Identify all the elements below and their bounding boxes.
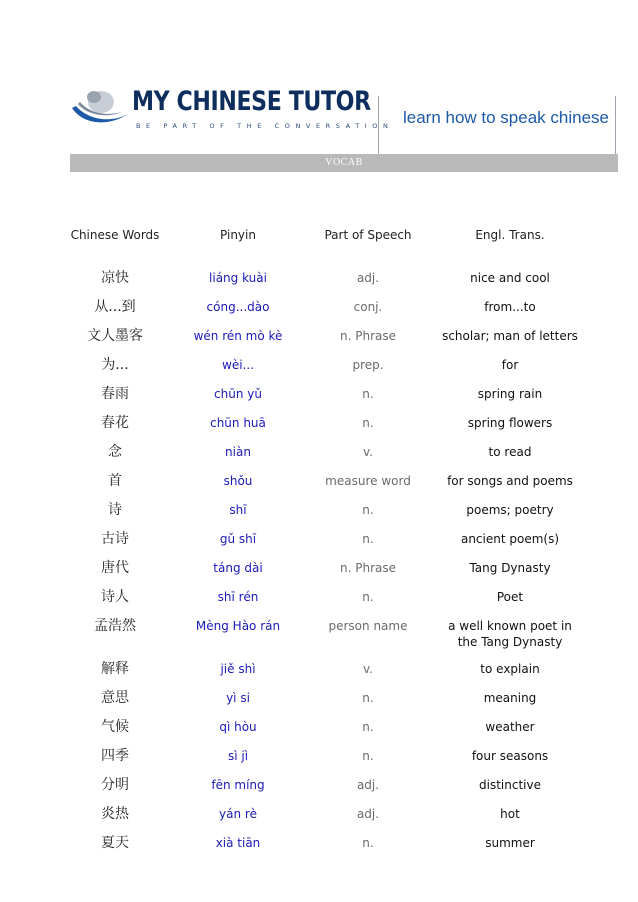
chinese-word: 诗人 xyxy=(101,589,129,605)
section-label: VOCAB xyxy=(325,157,363,168)
english-translation: ancient poem(s) xyxy=(460,532,560,546)
english-translation: distinctive xyxy=(479,778,541,792)
part-of-speech: n. xyxy=(362,503,374,517)
english-translation: summer xyxy=(485,836,535,850)
english-translation: poems; poetry xyxy=(466,503,554,517)
part-of-speech: adj. xyxy=(356,807,380,821)
chinese-word: 夏天 xyxy=(101,835,129,851)
logo-title: MY CHINESE TUTOR xyxy=(132,86,371,117)
part-of-speech: n. Phrase xyxy=(340,561,396,575)
part-of-speech: n. xyxy=(362,720,374,734)
english-translation: hot xyxy=(500,807,520,821)
pinyin: gǔ shī xyxy=(219,532,257,546)
part-of-speech: v. xyxy=(363,445,373,459)
column-header-pos: Part of Speech xyxy=(324,228,412,242)
part-of-speech: n. Phrase xyxy=(340,329,396,343)
learn-how-link[interactable]: learn how to speak chinese xyxy=(402,108,609,127)
chinese-word: 四季 xyxy=(101,748,129,764)
pinyin: chūn yǔ xyxy=(214,387,262,401)
chinese-word: 凉快 xyxy=(101,270,129,286)
pinyin: liáng kuài xyxy=(209,271,267,285)
english-translation: nice and cool xyxy=(470,271,550,285)
column-header-chinese: Chinese Words xyxy=(70,228,160,242)
pinyin: shǒu xyxy=(223,474,253,488)
pinyin: niàn xyxy=(225,445,251,459)
part-of-speech: n. xyxy=(362,590,374,604)
chinese-word: 文人墨客 xyxy=(87,328,143,344)
column-header-english: Engl. Trans. xyxy=(475,228,545,242)
chinese-word: 解释 xyxy=(101,661,129,677)
chinese-word: 孟浩然 xyxy=(94,618,136,634)
pinyin: shī xyxy=(229,503,247,517)
part-of-speech: conj. xyxy=(353,300,383,314)
part-of-speech: n. xyxy=(362,691,374,705)
english-translation: spring flowers xyxy=(467,416,553,430)
english-translation: Tang Dynasty xyxy=(469,561,551,575)
chinese-word: 气候 xyxy=(101,719,129,735)
pinyin: yán rè xyxy=(219,807,257,821)
part-of-speech: measure word xyxy=(325,474,411,488)
chinese-word: 从...到 xyxy=(94,299,136,315)
logo-swoosh-icon xyxy=(70,86,132,126)
logo-tagline: BE PART OF THE CONVERSATION xyxy=(136,122,394,130)
pinyin: cóng...dào xyxy=(206,300,270,314)
part-of-speech: adj. xyxy=(356,778,380,792)
pinyin: shī rén xyxy=(217,590,259,604)
english-translation: from...to xyxy=(484,300,536,314)
part-of-speech: v. xyxy=(363,662,373,676)
column-header-pinyin: Pinyin xyxy=(220,228,256,242)
pinyin: chūn huā xyxy=(210,416,266,430)
chinese-word: 首 xyxy=(108,473,122,489)
part-of-speech: n. xyxy=(362,416,374,430)
page-header xyxy=(0,0,638,170)
english-translation: weather xyxy=(485,720,535,734)
part-of-speech: n. xyxy=(362,532,374,546)
pinyin: qì hòu xyxy=(219,720,257,734)
pinyin: táng dài xyxy=(213,561,263,575)
chinese-word: 意思 xyxy=(101,690,129,706)
english-translation: Poet xyxy=(496,590,524,604)
part-of-speech: n. xyxy=(362,387,374,401)
chinese-word: 为... xyxy=(101,357,129,373)
chinese-word: 唐代 xyxy=(101,560,129,576)
pinyin: yì si xyxy=(226,691,250,705)
chinese-word: 诗 xyxy=(108,502,122,518)
pinyin: wén rén mò kè xyxy=(193,329,283,343)
english-translation: four seasons xyxy=(471,749,549,763)
english-translation: spring rain xyxy=(477,387,543,401)
english-translation: a well known poet in the Tang Dynasty xyxy=(448,619,572,649)
english-translation: scholar; man of letters xyxy=(442,329,578,343)
pinyin: Mèng Hào rán xyxy=(195,619,281,633)
english-translation: for songs and poems xyxy=(447,474,573,488)
pinyin: wèi... xyxy=(222,358,254,372)
part-of-speech: n. xyxy=(362,749,374,763)
chinese-word: 念 xyxy=(108,444,122,460)
english-translation: meaning xyxy=(483,691,537,705)
chinese-word: 炎热 xyxy=(101,806,129,822)
english-translation: to read xyxy=(488,445,532,459)
pinyin: fēn míng xyxy=(211,778,265,792)
english-translation: to explain xyxy=(480,662,540,676)
pinyin: jiě shì xyxy=(220,662,256,676)
part-of-speech: n. xyxy=(362,836,374,850)
part-of-speech: prep. xyxy=(352,358,384,372)
section-bar xyxy=(70,154,618,172)
pinyin: sì jì xyxy=(227,749,249,763)
logo[interactable] xyxy=(70,86,394,136)
part-of-speech: person name xyxy=(328,619,408,633)
english-translation: for xyxy=(501,358,519,372)
pinyin: xià tiān xyxy=(215,836,261,850)
chinese-word: 春雨 xyxy=(101,386,129,402)
part-of-speech: adj. xyxy=(356,271,380,285)
chinese-word: 春花 xyxy=(101,415,129,431)
chinese-word: 分明 xyxy=(101,777,129,793)
learn-link-box xyxy=(378,96,616,154)
chinese-word: 古诗 xyxy=(101,531,129,547)
